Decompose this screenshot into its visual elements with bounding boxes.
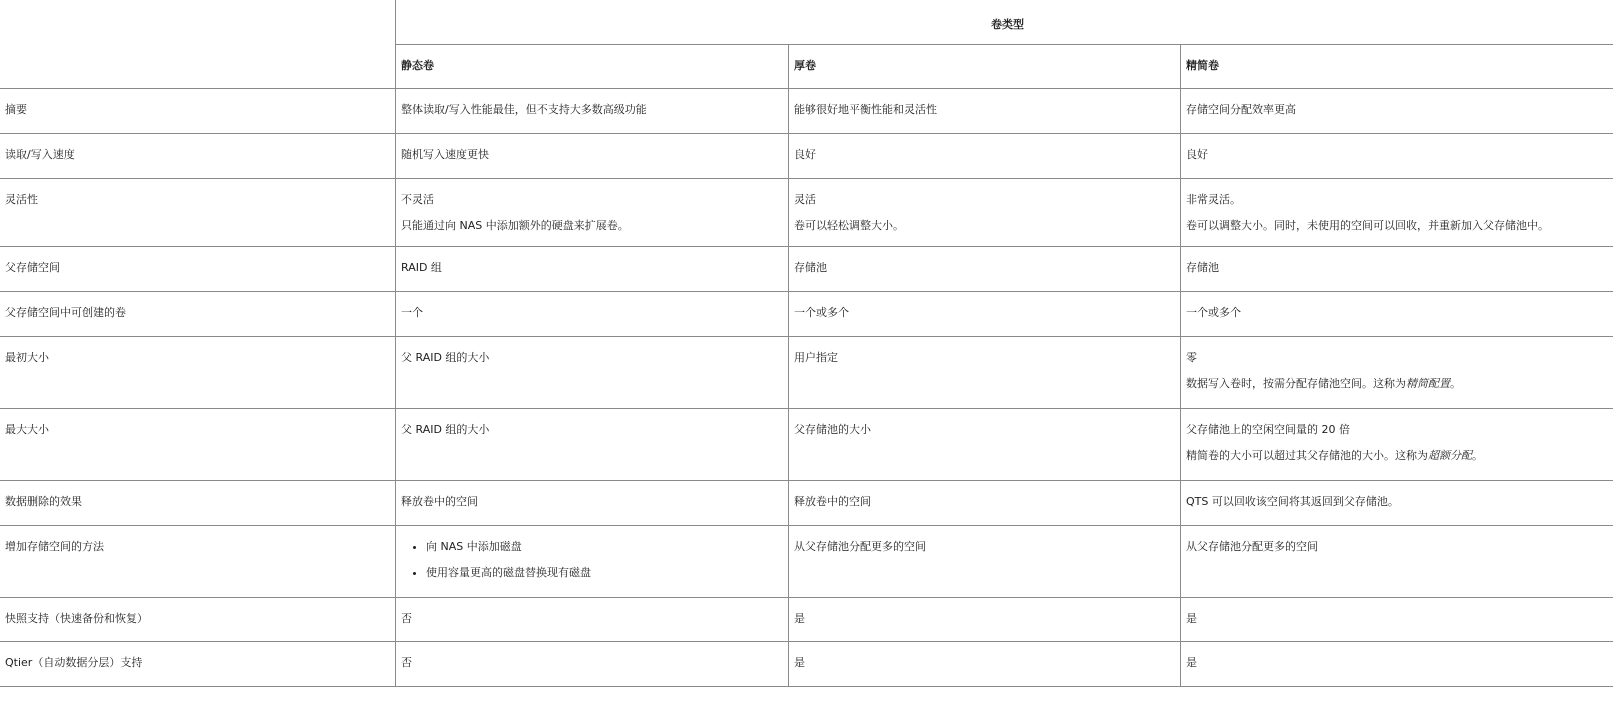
cell-paragraph: [401, 610, 783, 628]
cell-thick: [789, 409, 1181, 481]
row-label: 快照支持（快速备份和恢复）: [0, 598, 396, 642]
cell-paragraph: [794, 191, 1175, 209]
table-row: [0, 642, 1613, 687]
cell-text: 精简卷的大小可以超过其父存储池的大小。这称为: [1186, 449, 1428, 462]
cell-thin: [1181, 89, 1613, 134]
cell-thin: [1181, 134, 1613, 179]
cell-paragraph: [794, 217, 1175, 235]
cell-text: 非常灵活。: [1186, 193, 1241, 206]
cell-paragraph: [794, 610, 1175, 628]
cell-thin: [1181, 292, 1613, 337]
cell-paragraph: [1186, 349, 1613, 367]
cell-paragraph: [1186, 610, 1613, 628]
cell-text: 父存储池的大小: [794, 423, 871, 436]
header-row-group: [0, 0, 1613, 45]
cell-static: [396, 292, 789, 337]
cell-static: [396, 134, 789, 179]
cell-static: [396, 89, 789, 134]
cell-thick: [789, 179, 1181, 247]
row-label: 增加存储空间的方法: [0, 526, 396, 598]
cell-text: 存储池: [1186, 261, 1219, 274]
cell-text: 。: [1450, 377, 1461, 390]
cell-thick: [789, 134, 1181, 179]
cell-thick: [789, 247, 1181, 292]
cell-paragraph: [401, 191, 783, 209]
emphasized-term: 超额分配: [1428, 449, 1472, 462]
row-label: 灵活性: [0, 179, 396, 247]
table-row: [0, 598, 1613, 642]
cell-static: [396, 179, 789, 247]
table-row: [0, 247, 1613, 292]
column-header-static-volume: 静态卷: [396, 45, 789, 89]
cell-text: 一个或多个: [794, 306, 849, 319]
cell-text: 只能通过向 NAS 中添加额外的硬盘来扩展卷。: [401, 219, 629, 232]
cell-paragraph: [1186, 375, 1613, 393]
cell-text: 随机写入速度更快: [401, 148, 489, 161]
cell-paragraph: [794, 304, 1175, 322]
cell-text: 卷可以轻松调整大小。: [794, 219, 904, 232]
cell-text: 父 RAID 组的大小: [401, 423, 490, 436]
table-row: [0, 481, 1613, 526]
table-row: [0, 89, 1613, 134]
cell-paragraph: [401, 259, 783, 277]
cell-paragraph: [1186, 146, 1613, 164]
cell-static: [396, 409, 789, 481]
cell-thin: [1181, 598, 1613, 642]
cell-text: 良好: [1186, 148, 1208, 161]
cell-paragraph: [794, 538, 1175, 556]
cell-paragraph: [794, 493, 1175, 511]
table-row: [0, 179, 1613, 247]
cell-paragraph: [1186, 493, 1613, 511]
cell-paragraph: [1186, 447, 1613, 465]
row-label: Qtier（自动数据分层）支持: [0, 642, 396, 687]
row-label: 父存储空间中可创建的卷: [0, 292, 396, 337]
cell-text: 从父存储池分配更多的空间: [794, 540, 926, 553]
cell-paragraph: [794, 259, 1175, 277]
cell-static: [396, 481, 789, 526]
cell-static: [396, 526, 789, 598]
row-label: 最初大小: [0, 337, 396, 409]
cell-static: [396, 642, 789, 687]
cell-paragraph: [794, 421, 1175, 439]
cell-paragraph: [1186, 217, 1613, 235]
cell-paragraph: [401, 146, 783, 164]
cell-paragraph: [794, 349, 1175, 367]
cell-thin: [1181, 179, 1613, 247]
cell-paragraph: [401, 349, 783, 367]
cell-text: 灵活: [794, 193, 816, 206]
cell-paragraph: [1186, 259, 1613, 277]
cell-thin: [1181, 247, 1613, 292]
cell-text: 是: [1186, 612, 1197, 625]
bullet-list: [401, 538, 783, 582]
cell-text: 是: [1186, 656, 1197, 669]
cell-paragraph: [1186, 538, 1613, 556]
table-row: [0, 409, 1613, 481]
table-row: [0, 526, 1613, 598]
cell-text: QTS 可以回收该空间将其返回到父存储池。: [1186, 495, 1399, 508]
cell-static: [396, 598, 789, 642]
cell-paragraph: [794, 101, 1175, 119]
cell-thick: [789, 526, 1181, 598]
cell-paragraph: [401, 217, 783, 235]
row-label: 最大大小: [0, 409, 396, 481]
row-label: 摘要: [0, 89, 396, 134]
cell-static: [396, 247, 789, 292]
cell-text: 否: [401, 656, 412, 669]
table-row: [0, 337, 1613, 409]
row-label: 读取/写入速度: [0, 134, 396, 179]
cell-paragraph: [1186, 101, 1613, 119]
cell-thin: [1181, 409, 1613, 481]
cell-paragraph: [1186, 654, 1613, 672]
cell-text: 是: [794, 656, 805, 669]
cell-text: 一个: [401, 306, 423, 319]
cell-text: 整体读取/写入性能最佳，但不支持大多数高级功能: [401, 103, 647, 116]
cell-thin: [1181, 526, 1613, 598]
cell-paragraph: [794, 146, 1175, 164]
cell-text: 卷可以调整大小。同时，未使用的空间可以回收，并重新加入父存储池中。: [1186, 219, 1549, 232]
cell-thin: [1181, 642, 1613, 687]
cell-thick: [789, 481, 1181, 526]
cell-paragraph: [401, 101, 783, 119]
cell-thin: [1181, 337, 1613, 409]
cell-thin: [1181, 481, 1613, 526]
cell-text: 用户指定: [794, 351, 838, 364]
cell-text: 释放卷中的空间: [401, 495, 478, 508]
cell-paragraph: [1186, 191, 1613, 209]
cell-text: 一个或多个: [1186, 306, 1241, 319]
cell-text: 释放卷中的空间: [794, 495, 871, 508]
cell-paragraph: [401, 304, 783, 322]
cell-paragraph: [401, 421, 783, 439]
cell-thick: [789, 89, 1181, 134]
cell-text: RAID 组: [401, 261, 442, 274]
list-item: • 向 NAS 中添加磁盘: [426, 538, 783, 556]
table-row: [0, 134, 1613, 179]
cell-thick: [789, 337, 1181, 409]
cell-thick: [789, 642, 1181, 687]
cell-thick: [789, 292, 1181, 337]
cell-text: 数据写入卷时，按需分配存储池空间。这称为: [1186, 377, 1406, 390]
cell-text: 不灵活: [401, 193, 434, 206]
table-row: [0, 292, 1613, 337]
cell-text: 从父存储池分配更多的空间: [1186, 540, 1318, 553]
cell-text: 能够很好地平衡性能和灵活性: [794, 103, 937, 116]
cell-static: [396, 337, 789, 409]
volume-type-group-header: 卷类型: [396, 0, 1613, 45]
header-empty-cell: [0, 0, 396, 89]
cell-text: 父存储池上的空闲空间量的 20 倍: [1186, 423, 1350, 436]
cell-paragraph: [1186, 304, 1613, 322]
cell-text: 是: [794, 612, 805, 625]
cell-paragraph: [401, 493, 783, 511]
cell-paragraph: [1186, 421, 1613, 439]
cell-paragraph: [794, 654, 1175, 672]
column-header-thin-volume: 精简卷: [1181, 45, 1613, 89]
cell-text: 良好: [794, 148, 816, 161]
cell-paragraph: [401, 654, 783, 672]
cell-text: 父 RAID 组的大小: [401, 351, 490, 364]
cell-text: 零: [1186, 351, 1197, 364]
column-header-thick-volume: 厚卷: [789, 45, 1181, 89]
list-item: • 使用容量更高的磁盘替换现有磁盘: [426, 564, 783, 582]
cell-text: 否: [401, 612, 412, 625]
cell-text: 存储空间分配效率更高: [1186, 103, 1296, 116]
row-label: 父存储空间: [0, 247, 396, 292]
cell-thick: [789, 598, 1181, 642]
cell-text: 。: [1472, 449, 1483, 462]
cell-text: 存储池: [794, 261, 827, 274]
emphasized-term: 精简配置: [1406, 377, 1450, 390]
row-label: 数据删除的效果: [0, 481, 396, 526]
